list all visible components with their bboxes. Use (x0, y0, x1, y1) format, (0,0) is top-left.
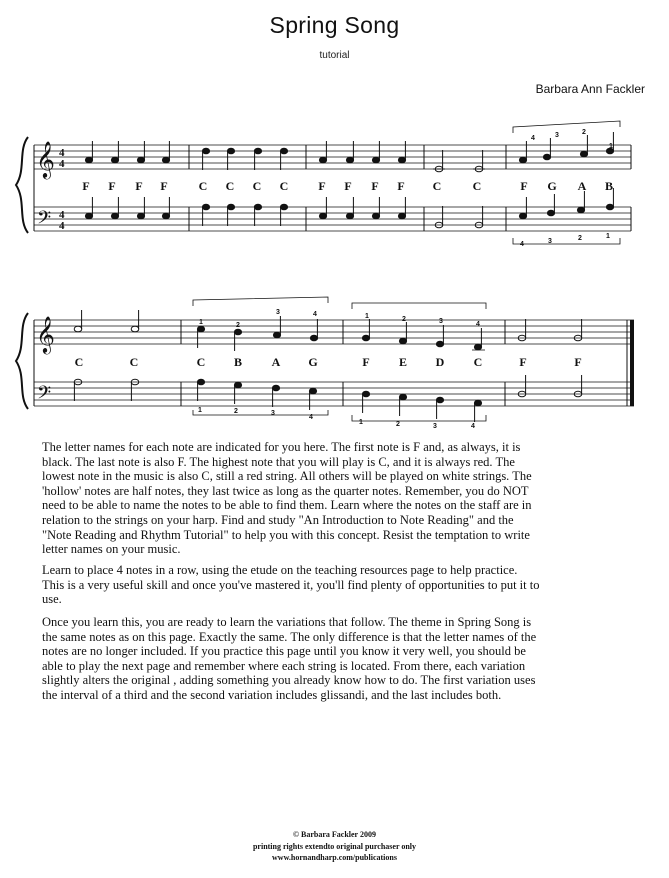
note-letter: F (362, 355, 370, 369)
grand-staff-brace (16, 313, 28, 409)
finger-number: 4 (520, 241, 524, 248)
note-letter: B (233, 355, 243, 369)
footer (0, 829, 669, 864)
system-1 (16, 121, 631, 248)
time-sig-top: 4 (59, 147, 65, 159)
measure-1-treble (85, 141, 169, 163)
footer-copyright: © Barbara Fackler 2009 (293, 830, 376, 839)
measure-8-bass (362, 391, 481, 422)
note-letter: A (577, 179, 587, 193)
treble-clef-icon: 𝄞 (36, 315, 55, 353)
letter-names-1 (82, 179, 613, 193)
page-subtitle: tutorial (319, 50, 350, 61)
measure-6-treble (74, 310, 139, 332)
measure-1-bass (85, 197, 169, 219)
note-letter: A (271, 355, 281, 369)
finger-number: 4 (531, 135, 535, 142)
system-2 (16, 297, 634, 430)
measure-3-treble (319, 141, 405, 163)
measure-3-bass (319, 197, 405, 219)
note-letter: F (397, 179, 405, 193)
note-letter: F (574, 355, 582, 369)
finger-number: 2 (396, 421, 400, 428)
finger-number: 3 (271, 410, 275, 417)
note-letter: C (129, 355, 139, 369)
finger-number: 2 (236, 322, 240, 329)
treble-staff-1 (34, 145, 631, 169)
note-letter: C (473, 355, 483, 369)
note-letter: F (108, 179, 116, 193)
note-letter: E (398, 355, 408, 369)
finger-number: 2 (578, 235, 582, 242)
finger-number: 1 (609, 143, 613, 150)
note-letter: F (318, 179, 326, 193)
note-letter: B (604, 179, 614, 193)
placement-bracket (513, 238, 620, 244)
measure-9-treble (518, 319, 582, 341)
treble-staff-2 (34, 320, 634, 344)
finger-number: 4 (476, 321, 480, 328)
finger-number: 1 (359, 419, 363, 426)
measure-8-treble (362, 319, 485, 350)
finger-number: 4 (471, 423, 475, 430)
measure-4-treble (433, 150, 485, 172)
note-letter: C (472, 179, 482, 193)
note-letter: C (252, 179, 262, 193)
finger-number: 3 (548, 238, 552, 245)
finger-number: 1 (365, 313, 369, 320)
treble-clef-icon: 𝄞 (36, 140, 55, 178)
measure-6-bass (74, 379, 139, 401)
finger-number: 4 (313, 311, 317, 318)
bass-staff-2 (34, 382, 634, 406)
bass-staff-1 (34, 207, 631, 231)
bass-clef-icon: 𝄢 (37, 383, 52, 408)
finger-number: 2 (234, 408, 238, 415)
finger-number: 3 (555, 132, 559, 139)
instructions-paragraph-1: The letter names for each note are indicated for you here. The first note is F and, as always, it is black. The last note is also F. The highest note that you will play is C, and it is always red. The lowest note in the music is also C, still a red string. All others will be played on white strings. The 'hollow' notes are half notes, they last twice as long as the quarter notes. Remember, you do NOT need to be able to name the notes to be able to find them. Learn where the notes on the staff are in relation to the strings on your harp. Find and study "An Introduction to Note Reading" and the "Note Reading and Rhythm Tutorial" to help you with this concept. Resist the temptation to write letter names on your music. (42, 440, 532, 557)
placement-bracket (193, 410, 328, 415)
measure-7-treble (197, 316, 317, 351)
music-score (0, 0, 669, 430)
note-letter: C (198, 179, 208, 193)
finger-number: 4 (309, 414, 313, 421)
note-letter: F (160, 179, 168, 193)
note-letter: F (371, 179, 379, 193)
composer-name: Barbara Ann Fackler (535, 82, 645, 96)
footer-rights: printing rights extendto original purchaser only (252, 841, 417, 851)
note-letter: G (308, 355, 318, 369)
placement-bracket (193, 297, 328, 306)
time-sig-top: 4 (59, 209, 65, 221)
note-letter: D (435, 355, 445, 369)
note-letter: C (225, 179, 235, 193)
placement-bracket (352, 415, 486, 421)
note-letter: F (82, 179, 90, 193)
bass-clef-icon: 𝄢 (37, 208, 52, 233)
finger-number: 3 (439, 318, 443, 325)
placement-bracket (513, 121, 620, 133)
finger-number: 2 (402, 316, 406, 323)
finger-number: 1 (606, 233, 610, 240)
note-letter: C (432, 179, 442, 193)
measure-7-bass (197, 379, 316, 410)
time-sig-bottom: 4 (59, 220, 65, 232)
measure-4-bass (435, 206, 483, 228)
note-letter: C (196, 355, 206, 369)
instructions-paragraph-2: Learn to place 4 notes in a row, using the etude on the teaching resources page to help practice. This is a very useful skill and once you've mastered it, you'll find plenty of opportunities to put it to use. (42, 563, 540, 607)
time-sig-bottom: 4 (59, 158, 65, 170)
grand-staff-brace (16, 137, 28, 233)
placement-bracket (352, 303, 486, 309)
note-letter: C (279, 179, 289, 193)
measure-5-bass (519, 188, 613, 219)
finger-number: 3 (276, 309, 280, 316)
measure-9-bass (518, 375, 582, 397)
page-title: Spring Song (269, 12, 400, 38)
note-letter: F (520, 179, 528, 193)
final-barline (630, 320, 634, 406)
note-letter: G (547, 179, 557, 193)
finger-number: 1 (198, 407, 202, 414)
measure-2-treble (202, 148, 287, 170)
note-letter: C (74, 355, 84, 369)
note-letter: F (344, 179, 352, 193)
letter-names-2 (75, 355, 582, 369)
finger-number: 1 (199, 319, 203, 326)
footer-url[interactable]: www.hornandharp.com/publications (272, 853, 397, 862)
note-letter: F (135, 179, 143, 193)
measure-2-bass (202, 204, 287, 226)
finger-number: 2 (582, 129, 586, 136)
note-letter: F (519, 355, 527, 369)
instructions-paragraph-3: Once you learn this, you are ready to learn the variations that follow. The theme in Spring Song is the same notes as on this page. Exactly the same. The only difference is that the letter names of the notes are no longer included. If you practice this page until you know it very well, you should be able to play the next page and remember where each string is located. From there, each variation slightly alters the original , adding something you already know how to do. The first variation uses the interval of a third and the second variation includes glissandi, and the last includes both. (42, 615, 537, 702)
finger-number: 3 (433, 423, 437, 430)
